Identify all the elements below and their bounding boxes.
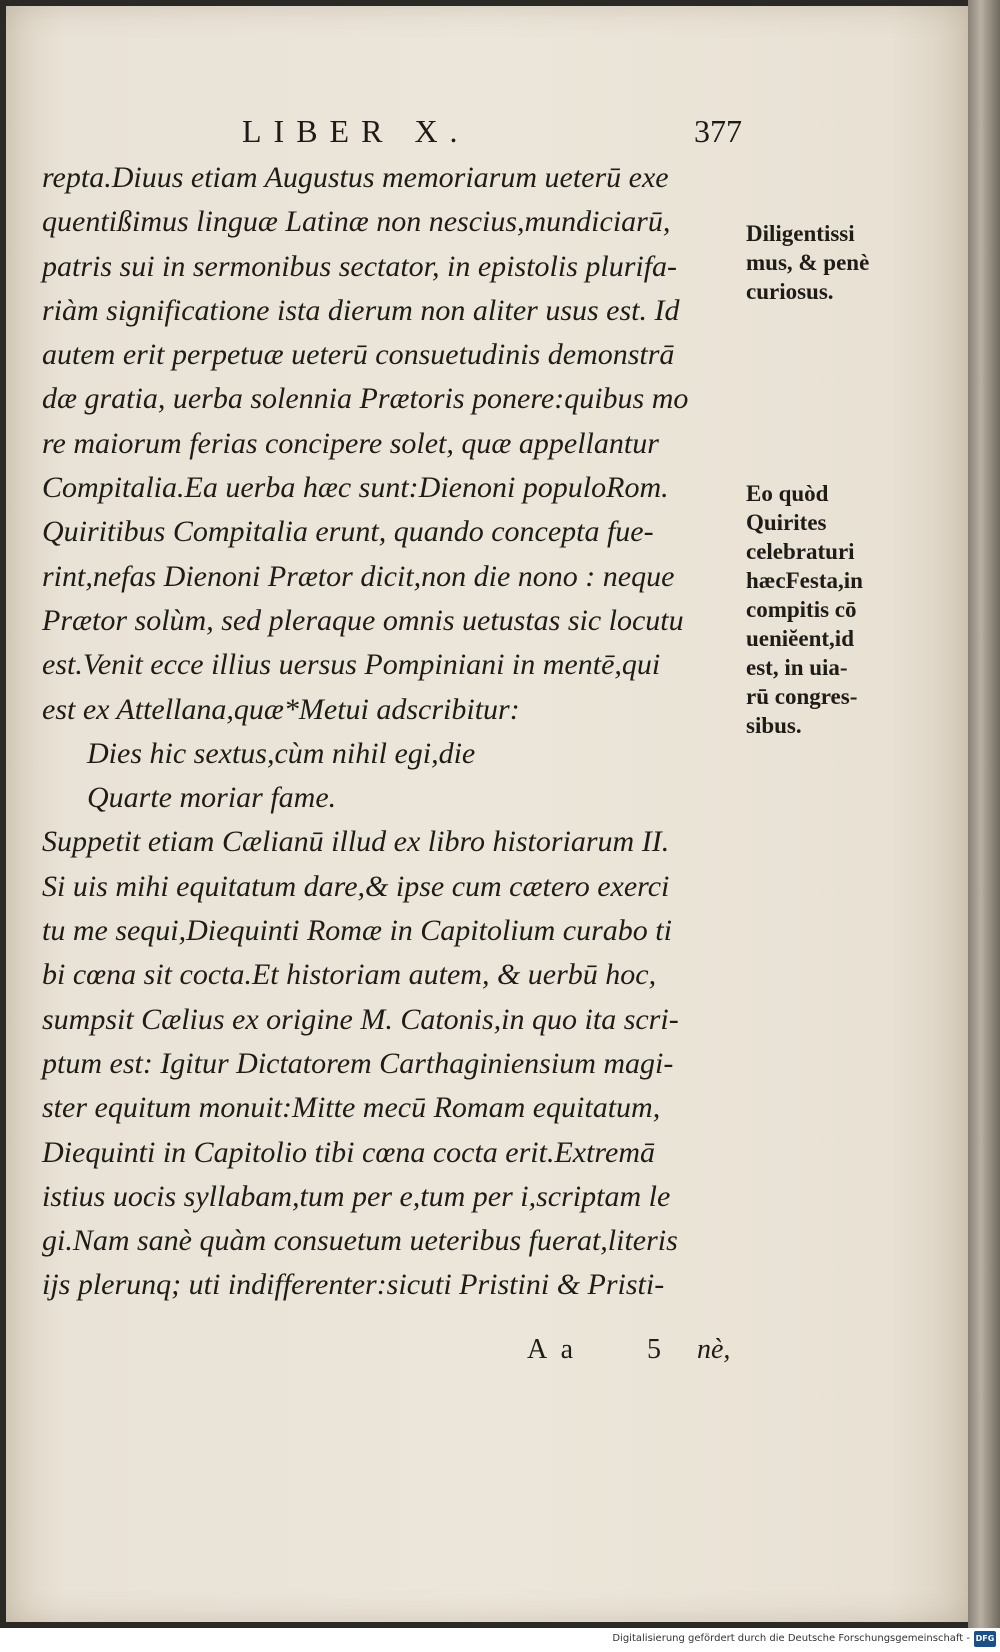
page-footer-catchwords — [42, 1334, 742, 1374]
text-line: re maiorum ferias concipere solet, quæ appellantur — [42, 426, 659, 460]
text-line: Si uis mihi equitatum dare,& ipse cum cætero exerci — [42, 869, 670, 903]
book-page — [6, 6, 968, 1622]
text-line: Diequinti in Capitolio tibi cœna cocta erit.Extremā — [42, 1135, 655, 1169]
marginal-note-line: Eo quòd — [746, 481, 829, 506]
marginal-note — [746, 219, 896, 306]
marginal-note-line: est, in uia- — [746, 655, 848, 680]
text-line: istius uocis syllabam,tum per e,tum per i,scriptam le — [42, 1179, 671, 1213]
text-line: tu me sequi,Diequinti Romæ in Capitolium curabo ti — [42, 914, 672, 948]
text-line: Compitalia.Ea uerba hæc sunt:Dienoni populoRom. — [42, 471, 669, 505]
marginal-note-line: Quirites — [746, 510, 827, 535]
dfg-logo-icon[interactable]: DFG — [974, 1631, 996, 1647]
digitization-footer — [0, 1628, 1000, 1652]
text-line: sumpsit Cælius ex origine M. Catonis,in quo ita scri- — [42, 1002, 679, 1036]
verse-line: Dies hic sextus,cùm nihil egi,die — [87, 736, 476, 770]
marginal-note-line: mus, & penè — [746, 250, 870, 275]
signature-number: 5 — [647, 1334, 661, 1365]
marginal-note-line: ueniĕent,id — [746, 626, 854, 651]
marginal-note-line: compitis cō — [746, 597, 857, 622]
text-line: patris sui in sermonibus sectator, in epistolis plurifa- — [42, 249, 678, 283]
text-line: rint,nefas Dienoni Prætor dicit,non die nono : neque — [42, 559, 675, 593]
signature-mark: A a — [527, 1334, 578, 1365]
marginal-note-line: hæcFesta,in — [746, 568, 863, 593]
marginal-note-line: Diligentissi — [746, 221, 855, 246]
marginal-note-line: sibus. — [746, 713, 802, 738]
page-edge — [968, 0, 1000, 1628]
verse-line: Quarte moriar fame. — [87, 781, 337, 815]
text-line: gi.Nam sanè quàm consuetum ueteribus fuerat,literis — [42, 1224, 678, 1258]
text-line: ster equitum monuit:Mitte mecū Romam equitatum, — [42, 1091, 661, 1125]
marginal-note-line: rū congres- — [746, 684, 858, 709]
text-line: est ex Attellana,quæ*Metui adscribitur: — [42, 692, 520, 726]
main-text-block — [42, 156, 742, 1308]
text-line: ptum est: Igitur Dictatorem Carthaginiensium magi- — [42, 1046, 674, 1080]
marginal-note-line: curiosus. — [746, 279, 834, 304]
marginal-note-line: celebraturi — [746, 539, 855, 564]
page-header — [42, 113, 742, 157]
text-line: est.Venit ecce illius uersus Pompiniani in mentē,qui — [42, 648, 661, 682]
page-number: 377 — [694, 113, 742, 149]
text-line: riàm significatione ista dierum non aliter usus est. Id — [42, 293, 680, 327]
text-line: quentißimus linguæ Latinæ non nescius,mundiciarū, — [42, 205, 671, 239]
text-line: dæ gratia, uerba solennia Prætoris ponere:quibus mo — [42, 382, 689, 416]
text-line: autem erit perpetuæ ueterū consuetudinis demonstrā — [42, 338, 675, 372]
running-title: LIBER X. — [242, 113, 470, 149]
catchword: nè, — [697, 1334, 731, 1365]
text-line: Quiritibus Compitalia erunt, quando concepta fue- — [42, 515, 654, 549]
text-line: ijs plerunq; uti indifferenter:sicuti Pristini & Pristi- — [42, 1268, 665, 1302]
text-line: bi cœna sit cocta.Et historiam autem, & uerbū hoc, — [42, 958, 657, 992]
text-line: Suppetit etiam Cælianū illud ex libro historiarum II. — [42, 825, 670, 859]
text-line: Prætor solùm, sed pleraque omnis uetustas sic locutu — [42, 603, 684, 637]
funding-credit: Digitalisierung gefördert durch die Deutsche Forschungsgemeinschaft - — [612, 1633, 970, 1644]
marginal-note — [746, 479, 896, 740]
text-line: repta.Diuus etiam Augustus memoriarum ueterū exe — [42, 161, 669, 194]
